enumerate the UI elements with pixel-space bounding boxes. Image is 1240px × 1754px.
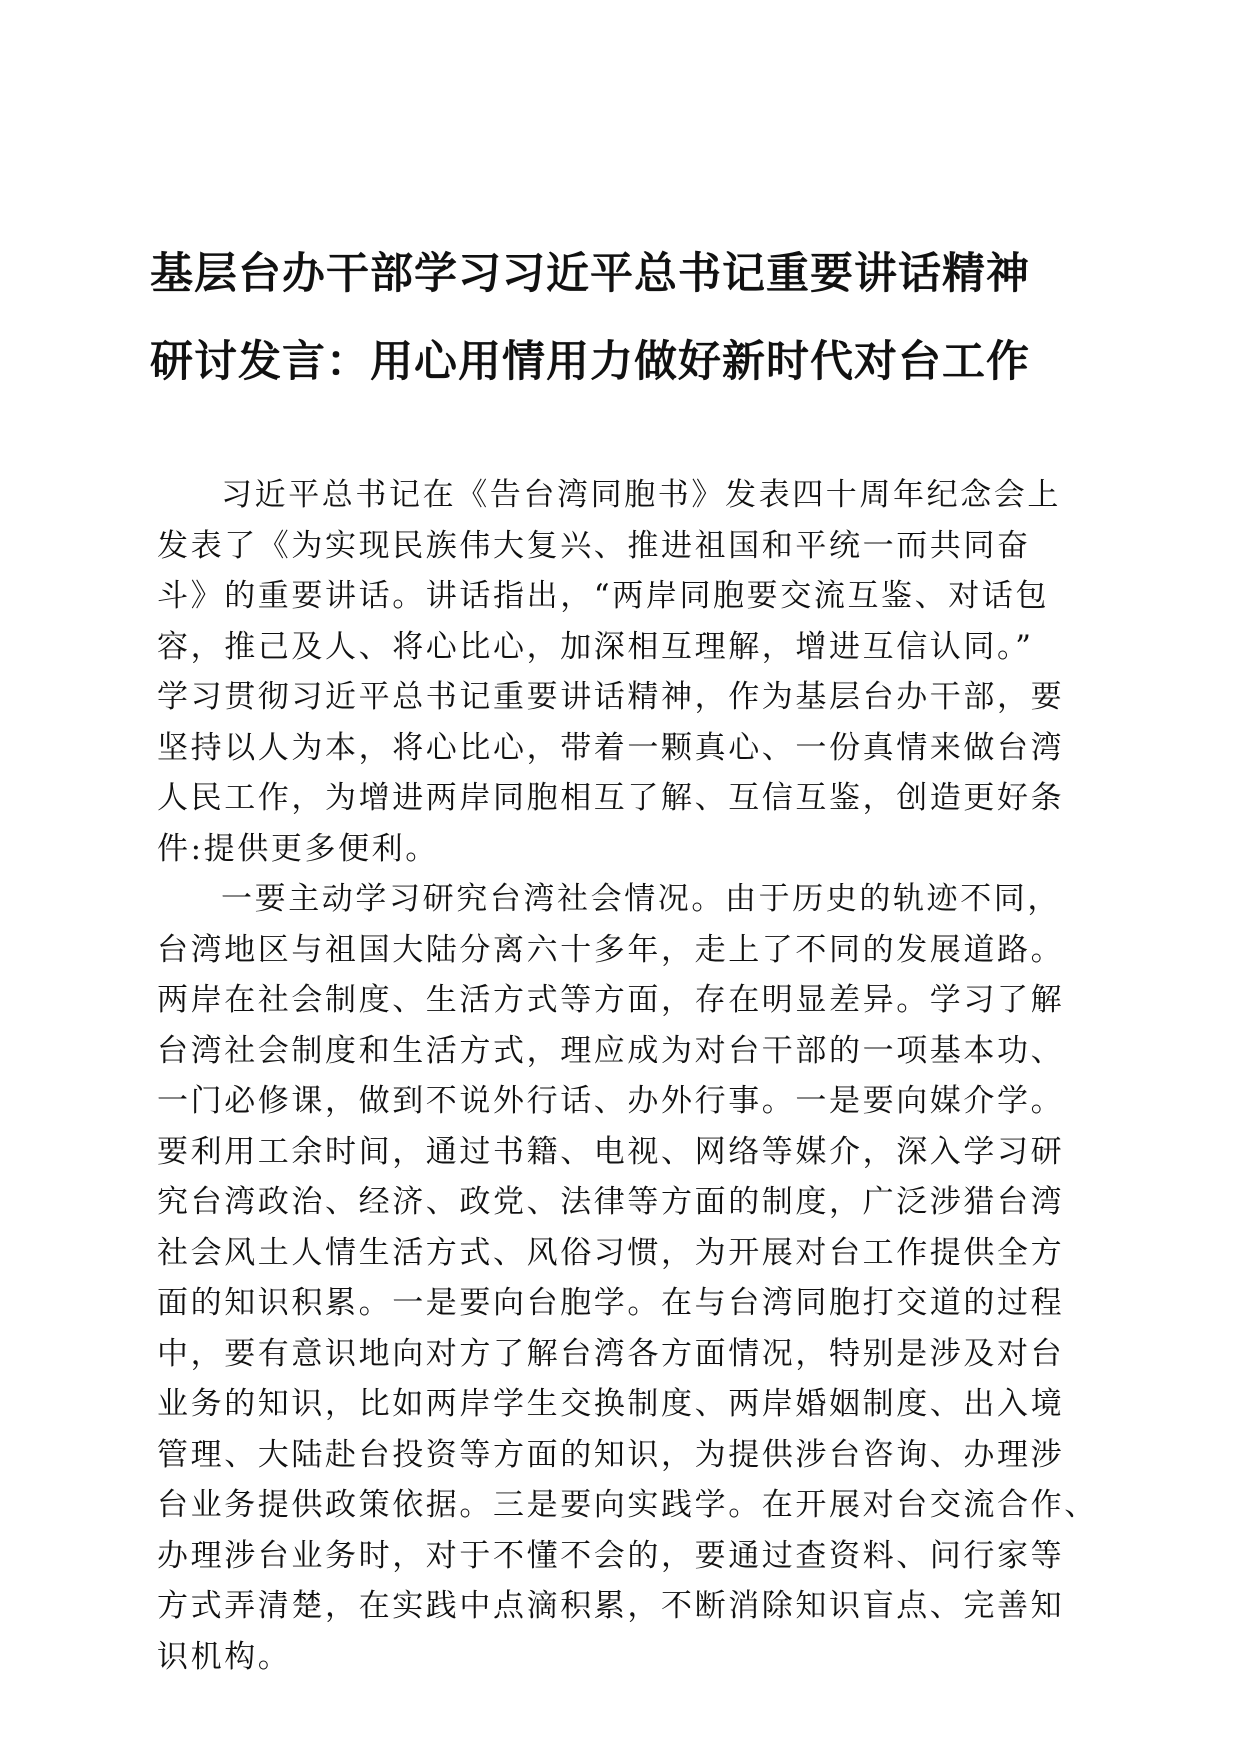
text-line: 办理涉台业务时，对于不懂不会的，要通过查资料、问行家等 [157,1537,1065,1574]
text-line: 业务的知识，比如两岸学生交换制度、两岸婚姻制度、出入境 [157,1386,1065,1422]
text-line: 容，推己及人、将心比心，加深相互理解，增进互信认同。” [157,628,1034,665]
text-line: 中，要有意识地向对方了解台湾各方面情况，特别是涉及对台 [157,1335,1065,1372]
text-line: 学习贯彻习近平总书记重要讲话精神，作为基层台办干部，要 [157,679,1065,715]
text-line: 一门必修课，做到不说外行话、办外行事。一是要向媒介学。 [157,1083,1065,1119]
text-line: 要利用工余时间，通过书籍、电视、网络等媒介，深入学习研 [157,1133,1065,1170]
text-line: 两岸在社会制度、生活方式等方面，存在明显差异。学习了解 [157,982,1065,1018]
text-line: 坚持以人为本，将心比心，带着一颗真心、一份真情来做台湾 [157,729,1065,766]
text-line: 件:提供更多便利。 [157,830,439,867]
text-line: 发表了《为实现民族伟大复兴、推进祖国和平统一而共同奋 [157,527,1031,564]
text-line: 识机构。 [157,1638,292,1675]
text-line: 社会风土人情生活方式、风俗习惯，为开展对台工作提供全方 [157,1234,1065,1271]
text-line: 一要主动学习研究台湾社会情况。由于历史的轨迹不同， [221,881,1061,917]
document-title [150,230,1090,406]
text-line: 斗》的重要讲话。讲话指出，“两岸同胞要交流互鉴、对话包 [157,578,1050,614]
text-line: 究台湾政治、经济、政党、法律等方面的制度，广泛涉猎台湾 [157,1184,1065,1220]
text-line: 台湾社会制度和生活方式，理应成为对台干部的一项基本功、 [157,1032,1065,1069]
paragraph-intro [157,470,1077,874]
text-line: 方式弄清楚，在实践中点滴积累，不断消除知识盲点、完善知 [157,1588,1065,1624]
title-line: 研讨发言：用心用情用力做好新时代对台工作 [150,337,1030,387]
title-line: 基层台办干部学习习近平总书记重要讲话精神 [150,249,1030,299]
text-line: 人民工作，为增进两岸同胞相互了解、互信互鉴，创造更好条 [157,780,1065,816]
text-line: 习近平总书记在《告台湾同胞书》发表四十周年纪念会上 [221,477,1061,513]
paragraph-point-one [157,874,1098,1682]
text-line: 管理、大陆赴台投资等方面的知识，为提供涉台咨询、办理涉 [157,1436,1065,1473]
document-body [157,470,1098,1682]
text-line: 台湾地区与祖国大陆分离六十多年，走上了不同的发展道路。 [157,931,1065,968]
text-line: 台业务提供政策依据。三是要向实践学。在开展对台交流合作、 [157,1487,1098,1523]
text-line: 面的知识积累。一是要向台胞学。在与台湾同胞打交道的过程 [157,1285,1065,1321]
